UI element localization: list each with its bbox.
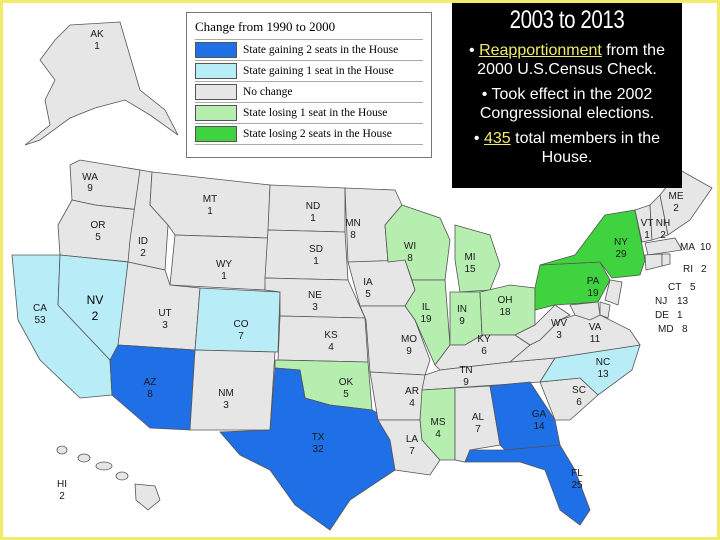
label-sc: SC [572,385,586,396]
label-in: IN [457,304,467,315]
value-al: 7 [475,424,481,435]
legend-swatch-gain-2 [195,42,237,58]
label-va: VA [588,322,602,333]
legend-label: State gaining 1 seat in the House [243,65,394,77]
label-al: AL [471,412,485,423]
label-wa: WA [82,172,98,183]
info-panel [452,2,682,188]
value-ms: 4 [435,429,441,440]
label-sd: SD [309,244,323,255]
bullet-3-text: total members in the House. [510,130,661,166]
label-ks: KS [324,330,338,341]
bullet-reapportionment: • Reapportionment from the 2000 U.S.Census Check. [469,42,665,78]
value-vt: 1 [644,230,650,241]
label-mo: MO [400,334,418,345]
hawaii-island-2 [78,454,90,462]
label-wy: WY [215,259,233,270]
label-nm: NM [218,388,234,399]
state-ct [645,254,662,270]
bullet-2-text: • Took effect in the 2002 Congressional elections. [479,86,655,122]
label-de: DE [655,310,669,321]
value-tn: 9 [463,377,469,388]
label-ri: RI [683,264,693,275]
label-tn: TN [459,365,473,376]
label-ia: IA [363,277,373,288]
legend-item [195,102,423,123]
label-nv: NV [86,293,104,307]
label-mi: MI [464,252,476,263]
label-fl: FL [571,468,583,479]
bullet-1-text: from the 2000 U.S.Census Check. [477,42,665,78]
value-ok: 5 [343,389,349,400]
total-435-link[interactable]: 435 [483,130,511,147]
legend-label: State gaining 2 seats in the House [243,44,399,56]
value-ga: 14 [533,421,545,432]
value-pa: 19 [587,288,599,299]
value-sc: 6 [576,397,582,408]
value-ks: 4 [328,342,334,353]
label-ok: OK [338,377,354,388]
label-co: CO [233,319,249,330]
value-nd: 1 [310,213,316,224]
value-co: 7 [238,331,244,342]
value-va: 11 [589,334,601,345]
label-or: OR [90,220,106,231]
value-nm: 3 [223,400,229,411]
legend-swatch-gain-1 [195,63,237,79]
state-mi [455,225,500,292]
value-mi: 15 [464,264,476,275]
value-me: 2 [673,203,679,214]
legend-item [195,81,423,102]
value-mn: 8 [350,230,356,241]
label-la: LA [405,434,419,445]
label-me: ME [668,191,684,202]
value-il: 19 [420,314,432,325]
value-in: 9 [459,316,465,327]
state-or [58,200,140,262]
value-wa: 9 [87,183,93,194]
label-oh: OH [497,295,513,306]
value-ny: 29 [615,249,627,260]
bullet-total-members: • 435 total members in the House. [473,130,661,166]
value-hi: 2 [59,491,65,502]
label-az: AZ [143,377,157,388]
label-wi: WI [403,241,417,252]
label-id: ID [138,236,148,247]
label-mn: MN [345,218,361,229]
state-sd [265,230,348,280]
value-ut: 3 [162,320,168,331]
legend-item [195,123,423,145]
label-md: MD [658,324,674,335]
value-tx: 32 [312,444,324,455]
label-nj: NJ [655,296,668,307]
value-or: 5 [95,232,101,243]
label-vt: VT [640,218,654,229]
label-ak: AK [90,29,104,40]
label-ut: UT [158,308,172,319]
state-ri [662,254,670,266]
legend-label: State losing 1 seat in the House [243,107,388,119]
legend-label: No change [243,86,293,98]
label-ma: MA [680,242,695,253]
state-ia [348,260,415,306]
value-wy: 1 [221,271,227,282]
hawaii-island-4 [116,472,128,480]
value-az: 8 [147,389,153,400]
value-fl: 25 [571,480,583,491]
value-nc: 13 [597,369,609,380]
value-ia: 5 [365,289,371,300]
value-ne: 3 [312,302,318,313]
nv-label [70,292,120,324]
value-de: 1 [677,310,683,321]
label-ny: NY [614,237,628,248]
value-la: 7 [409,446,415,457]
label-ms: MS [430,417,446,428]
legend-title: Change from 1990 to 2000 [195,19,336,34]
legend-label: State losing 2 seats in the House [243,128,392,140]
legend-swatch-no-change [195,84,237,100]
value-oh: 18 [499,307,511,318]
label-nc: NC [595,357,611,368]
label-ne: NE [308,290,322,301]
legend-swatch-lose-2 [195,126,237,142]
hawaii-island-3 [96,462,112,470]
hawaii-big-island [135,484,160,510]
state-ks [278,316,368,362]
value-ak: 1 [94,41,100,52]
label-wv: WV [550,318,568,329]
map-legend [186,12,432,158]
legend-item [195,60,423,81]
label-hi: HI [57,479,67,490]
label-ky: KY [477,334,491,345]
state-de [600,302,610,318]
label-nd: ND [305,201,321,212]
value-wv: 3 [556,330,562,341]
value-mo: 9 [406,346,412,357]
label-mt: MT [202,194,218,205]
label-ga: GA [531,409,547,420]
label-ar: AR [405,386,419,397]
value-sd: 1 [313,256,319,267]
hawaii-island-1 [57,446,67,454]
hawaii-inset [57,446,160,510]
value-ct: 5 [690,282,696,293]
alaska-inset [25,22,178,145]
value-ky: 6 [481,346,487,357]
value-ar: 4 [409,398,415,409]
value-mt: 1 [207,206,213,217]
value-id: 2 [140,248,146,259]
label-tx: TX [311,432,325,443]
label-ca: CA [33,303,47,314]
label-nh: NH [655,218,671,229]
value-nh: 2 [660,230,666,241]
panel-title: 2003 to 2013 [509,6,625,34]
state-ak [25,22,178,145]
value-ca: 53 [34,315,46,326]
label-pa: PA [586,276,600,287]
legend-item [195,39,423,60]
label-il: IL [421,302,431,313]
value-ma: 10 [700,242,712,253]
value-md: 8 [682,324,688,335]
reapportionment-link[interactable]: Reapportionment [479,42,602,59]
value-ri: 2 [701,264,707,275]
value-nv: 2 [91,309,99,323]
value-wi: 8 [407,253,413,264]
legend-swatch-lose-1 [195,105,237,121]
value-nj: 13 [677,296,689,307]
label-ct: CT [668,282,682,293]
